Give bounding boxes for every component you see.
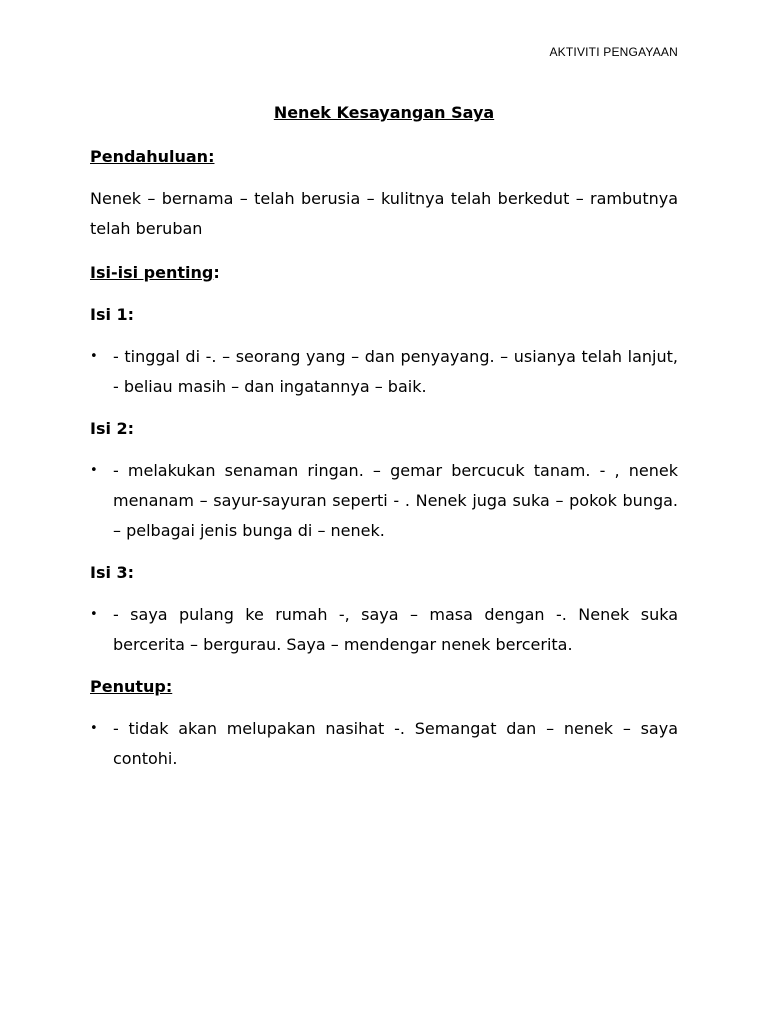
intro-heading-text: Pendahuluan: [90,147,215,166]
closing-bullet-item [90,714,678,774]
bullet-icon: • [90,721,98,736]
intro-heading [90,142,678,172]
isi3-heading: Isi 3: [90,563,135,582]
isi2-heading: Isi 2: [90,419,135,438]
closing-heading [90,672,678,702]
intro-paragraph: Nenek – bernama – telah berusia – kulitnya telah berkedut – rambutnya telah beruban [90,189,678,238]
document-title: Nenek Kesayangan Saya [273,103,495,122]
header-label: AKTIVITI PENGAYAAN [549,45,678,59]
isi2-bullet-item [90,456,678,546]
bullet-icon: • [90,349,98,364]
bullet-icon: • [90,607,98,622]
closing-heading-text: Penutup: [90,677,173,696]
isi1-bullet-text: - tinggal di -. – seorang yang – dan penyayang. – usianya telah lanjut, - beliau masih – dan ingatannya – baik. [113,347,678,396]
key-points-colon: : [213,263,220,282]
isi3-bullet-text: - saya pulang ke rumah -, saya – masa dengan -. Nenek suka bercerita – bergurau. Saya – mendengar nenek bercerita. [113,605,678,654]
isi2-bullet-text: - melakukan senaman ringan. – gemar bercucuk tanam. - , nenek menanam – sayur-sayuran seperti - . Nenek juga suka – pokok bunga. – pelbagai jenis bunga di – nenek. [113,461,678,540]
isi1-bullet-item [90,342,678,402]
closing-bullet-text: - tidak akan melupakan nasihat -. Semangat dan – nenek – saya contohi. [113,719,678,768]
document-body [90,98,678,786]
key-points-heading [90,258,678,288]
key-points-heading-text: Isi-isi penting [90,263,214,282]
bullet-icon: • [90,463,98,478]
isi3-bullet-item [90,600,678,660]
isi1-heading: Isi 1: [90,305,135,324]
